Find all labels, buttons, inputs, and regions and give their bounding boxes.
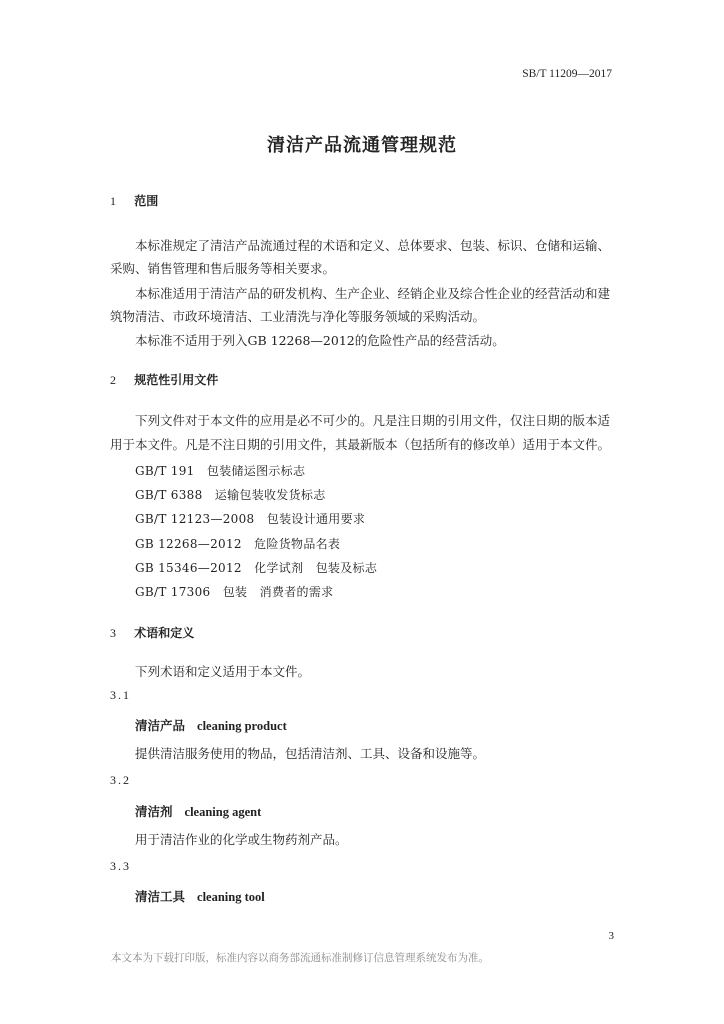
scope-paragraph-1-line-2: 采购、销售管理和售后服务等相关要求。 bbox=[110, 261, 336, 276]
section-title: 规范性引用文件 bbox=[134, 373, 219, 387]
term-number: 3.2 bbox=[110, 773, 131, 787]
section-number: 3 bbox=[110, 626, 116, 640]
normative-intro-line-1: 下列文件对于本文件的应用是必不可少的。凡是注日期的引用文件，仅注日期的版本适 bbox=[135, 413, 611, 428]
term-zh: 清洁剂 bbox=[135, 804, 173, 819]
reference-item: GB/T 12123—2008 包装设计通用要求 bbox=[135, 512, 366, 526]
section-2-heading bbox=[110, 371, 218, 388]
reference-item: GB 12268—2012 危险货物品名表 bbox=[135, 537, 341, 551]
scope-paragraph-3: 本标准不适用于列入GB 12268—2012的危险性产品的经营活动。 bbox=[135, 333, 505, 348]
reference-item: GB 15346—2012 化学试剂 包装及标志 bbox=[135, 561, 378, 575]
term-en: cleaning product bbox=[197, 719, 287, 733]
normative-intro-line-2: 用于本文件。凡是不注日期的引用文件，其最新版本（包括所有的修改单）适用于本文件。 bbox=[110, 437, 611, 452]
scope-paragraph-2-line-1: 本标准适用于清洁产品的研发机构、生产企业、经销企业及综合性企业的经营活动和建 bbox=[135, 286, 611, 301]
reference-item: GB/T 6388 运输包装收发货标志 bbox=[135, 488, 326, 502]
term-zh: 清洁工具 bbox=[135, 889, 186, 904]
term-definition: 提供清洁服务使用的物品，包括清洁剂、工具、设备和设施等。 bbox=[135, 746, 486, 761]
term-title bbox=[135, 802, 261, 820]
term-number: 3.3 bbox=[110, 859, 131, 873]
section-title: 范围 bbox=[134, 194, 159, 208]
terms-intro: 下列术语和定义适用于本文件。 bbox=[135, 664, 311, 679]
standard-code: SB/T 11209—2017 bbox=[522, 68, 612, 80]
page-number: 3 bbox=[608, 930, 614, 942]
scope-paragraph-1-line-1: 本标准规定了清洁产品流通过程的术语和定义、总体要求、包装、标识、仓储和运输、 bbox=[135, 238, 611, 253]
section-3-heading bbox=[110, 624, 194, 641]
document-title: 清洁产品流通管理规范 bbox=[267, 135, 457, 156]
section-number: 2 bbox=[110, 373, 116, 387]
term-en: cleaning tool bbox=[197, 890, 265, 904]
term-zh: 清洁产品 bbox=[135, 718, 186, 733]
term-title bbox=[135, 887, 265, 905]
term-definition: 用于清洁作业的化学或生物药剂产品。 bbox=[135, 832, 348, 847]
term-title bbox=[135, 716, 287, 734]
term-en: cleaning agent bbox=[184, 805, 262, 819]
section-1-heading bbox=[110, 192, 158, 209]
term-number: 3.1 bbox=[110, 688, 131, 702]
scope-paragraph-2-line-2: 筑物清洁、市政环境清洁、工业清洗与净化等服务领域的采购活动。 bbox=[110, 309, 486, 324]
section-number: 1 bbox=[110, 194, 116, 208]
reference-item: GB/T 191 包装储运图示标志 bbox=[135, 464, 306, 478]
download-notice: 本文本为下载打印版，标准内容以商务部流通标准制修订信息管理系统发布为准。 bbox=[111, 952, 489, 964]
reference-item: GB/T 17306 包装 消费者的需求 bbox=[135, 585, 334, 599]
section-title: 术语和定义 bbox=[134, 626, 195, 640]
